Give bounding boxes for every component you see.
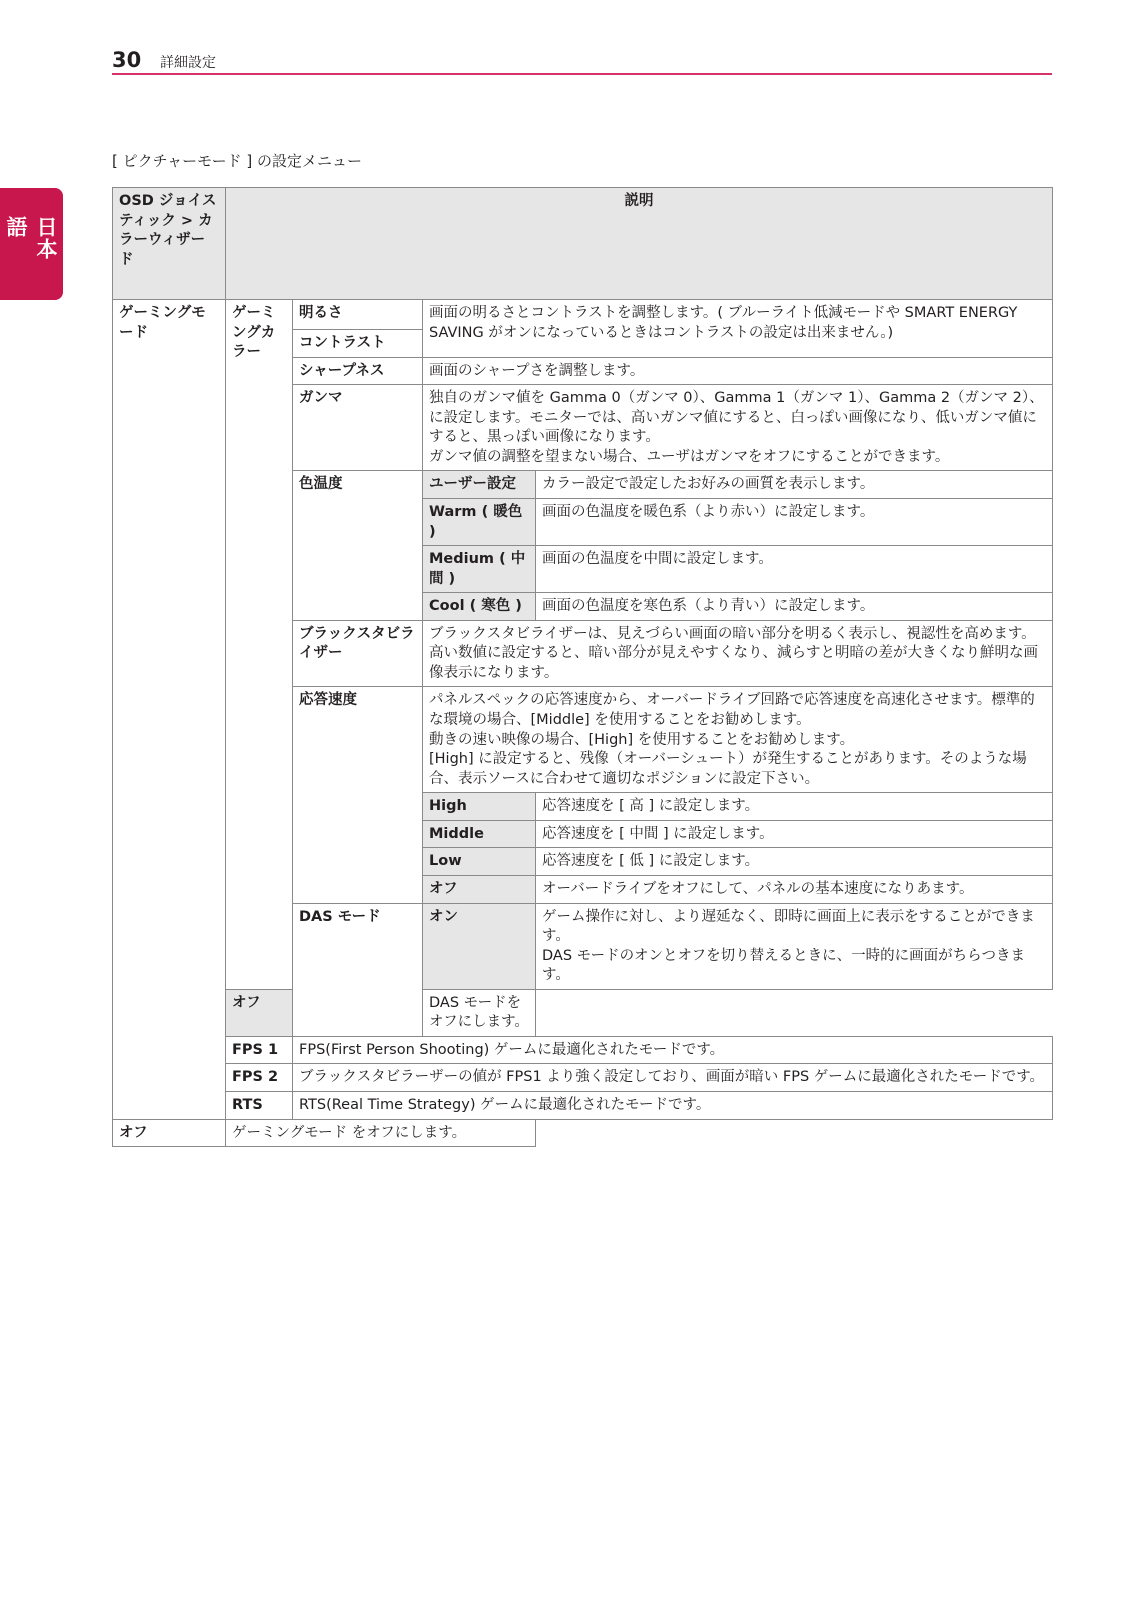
table-row	[113, 300, 1053, 330]
fps2-label: FPS 2	[226, 1064, 293, 1092]
brightness-label: 明るさ	[293, 300, 423, 330]
header-osd-path: OSD ジョイスティック > カラーウィザード	[113, 188, 226, 300]
fps1-label: FPS 1	[226, 1036, 293, 1064]
response-time-label: 応答速度	[293, 687, 423, 903]
color-temp-label: 色温度	[293, 471, 423, 620]
das-on-label: オン	[423, 903, 536, 989]
gaming-off-label: オフ	[113, 1119, 226, 1147]
table-row	[113, 989, 1053, 1036]
rts-label: RTS	[226, 1092, 293, 1120]
color-temp-medium-description: 画面の色温度を中間に設定します。	[536, 546, 1053, 593]
response-time-high-label: High	[423, 793, 536, 821]
gaming-mode-label: ゲーミングモード	[113, 300, 226, 1120]
response-time-off-label: オフ	[423, 875, 536, 903]
response-time-off-description: オーバードライブをオフにして、パネルの基本速度になりあます。	[536, 875, 1053, 903]
gamma-label: ガンマ	[293, 385, 423, 471]
table-row	[113, 1036, 1053, 1064]
table-row	[113, 1119, 1053, 1147]
table-row	[113, 1064, 1053, 1092]
fps2-description: ブラックスタビラーザーの値が FPS1 より強く設定しており、画面が暗い FPS ゲームに最適化されたモードです。	[293, 1064, 1053, 1092]
response-time-description: パネルスペックの応答速度から、オーバードライブ回路で応答速度を高速化させます。標準的な環境の場合、[Middle] を使用することをお勧めします。 動きの速い映像の場合、[High] を使用することをお勧めします。 [High] に設定すると、残像（オーバーシュート）が発生することがあります。そのような場合、表示ソースに合わせて適切なポジションに設定下さい。	[423, 687, 1053, 793]
table-row	[113, 1092, 1053, 1120]
color-temp-cool-description: 画面の色温度を寒色系（より青い）に設定します。	[536, 593, 1053, 621]
page-number: 30	[112, 48, 142, 72]
response-time-low-label: Low	[423, 848, 536, 876]
response-time-high-description: 応答速度を [ 高 ] に設定します。	[536, 793, 1053, 821]
gamma-description: 独自のガンマ値を Gamma 0（ガンマ 0）、Gamma 1（ガンマ 1）、Gamma 2（ガンマ 2）、に設定します。モニターでは、高いガンマ値にすると、白っぽい画像になり、低いガンマ値にすると、黒っぽい画像になります。 ガンマ値の調整を望まない場合、ユーザはガンマをオフにすることができます。	[423, 385, 1053, 471]
response-time-low-description: 応答速度を [ 低 ] に設定します。	[536, 848, 1053, 876]
gaming-color-label: ゲーミングカラー	[226, 300, 293, 990]
language-tab-label: 日本語	[4, 216, 58, 260]
color-temp-warm-description: 画面の色温度を暖色系（より赤い）に設定します。	[536, 498, 1053, 545]
color-temp-user-label: ユーザー設定	[423, 471, 536, 499]
das-off-label: オフ	[226, 989, 293, 1036]
response-time-middle-label: Middle	[423, 820, 536, 848]
table-header-row	[113, 188, 1053, 300]
header-description: 説明	[226, 188, 1053, 300]
black-stabilizer-label: ブラックスタビライザー	[293, 620, 423, 687]
color-temp-warm-label: Warm ( 暖色 )	[423, 498, 536, 545]
das-off-description: DAS モードをオフにします。	[423, 989, 536, 1036]
color-temp-medium-label: Medium ( 中間 )	[423, 546, 536, 593]
sharpness-label: シャープネス	[293, 357, 423, 385]
picture-mode-settings-table	[112, 187, 1053, 1147]
brightness-description: 画面の明るさとコントラストを調整します。( ブルーライト低減モードや SMART ENERGY SAVING がオンになっているときはコントラストの設定は出来ません。)	[423, 300, 1053, 358]
sharpness-description: 画面のシャープさを調整します。	[423, 357, 1053, 385]
color-temp-user-description: カラー設定で設定したお好みの画質を表示します。	[536, 471, 1053, 499]
black-stabilizer-description: ブラックスタビライザーは、見えづらい画面の暗い部分を明るく表示し、視認性を高めます。 高い数値に設定すると、暗い部分が見えやすくなり、減らすと明暗の差が大きくなり鮮明な画像表示になります。	[423, 620, 1053, 687]
section-title: 詳細設定	[160, 55, 216, 71]
das-mode-label: DAS モード	[293, 903, 423, 1036]
fps1-description: FPS(First Person Shooting) ゲームに最適化されたモードです。	[293, 1036, 1053, 1064]
header-rule	[112, 73, 1052, 75]
das-on-description: ゲーム操作に対し、より遅延なく、即時に画面上に表示をすることができます。 DAS モードのオンとオフを切り替えるときに、一時的に画面がちらつきます。	[536, 903, 1053, 989]
contrast-label: コントラスト	[293, 330, 423, 358]
gaming-off-description: ゲーミングモード をオフにします。	[226, 1119, 536, 1147]
response-time-middle-description: 応答速度を [ 中間 ] に設定します。	[536, 820, 1053, 848]
rts-description: RTS(Real Time Strategy) ゲームに最適化されたモードです。	[293, 1092, 1053, 1120]
color-temp-cool-label: Cool ( 寒色 )	[423, 593, 536, 621]
language-tab	[0, 188, 63, 300]
table-caption: [ ピクチャーモード ] の設定メニュー	[112, 152, 362, 170]
